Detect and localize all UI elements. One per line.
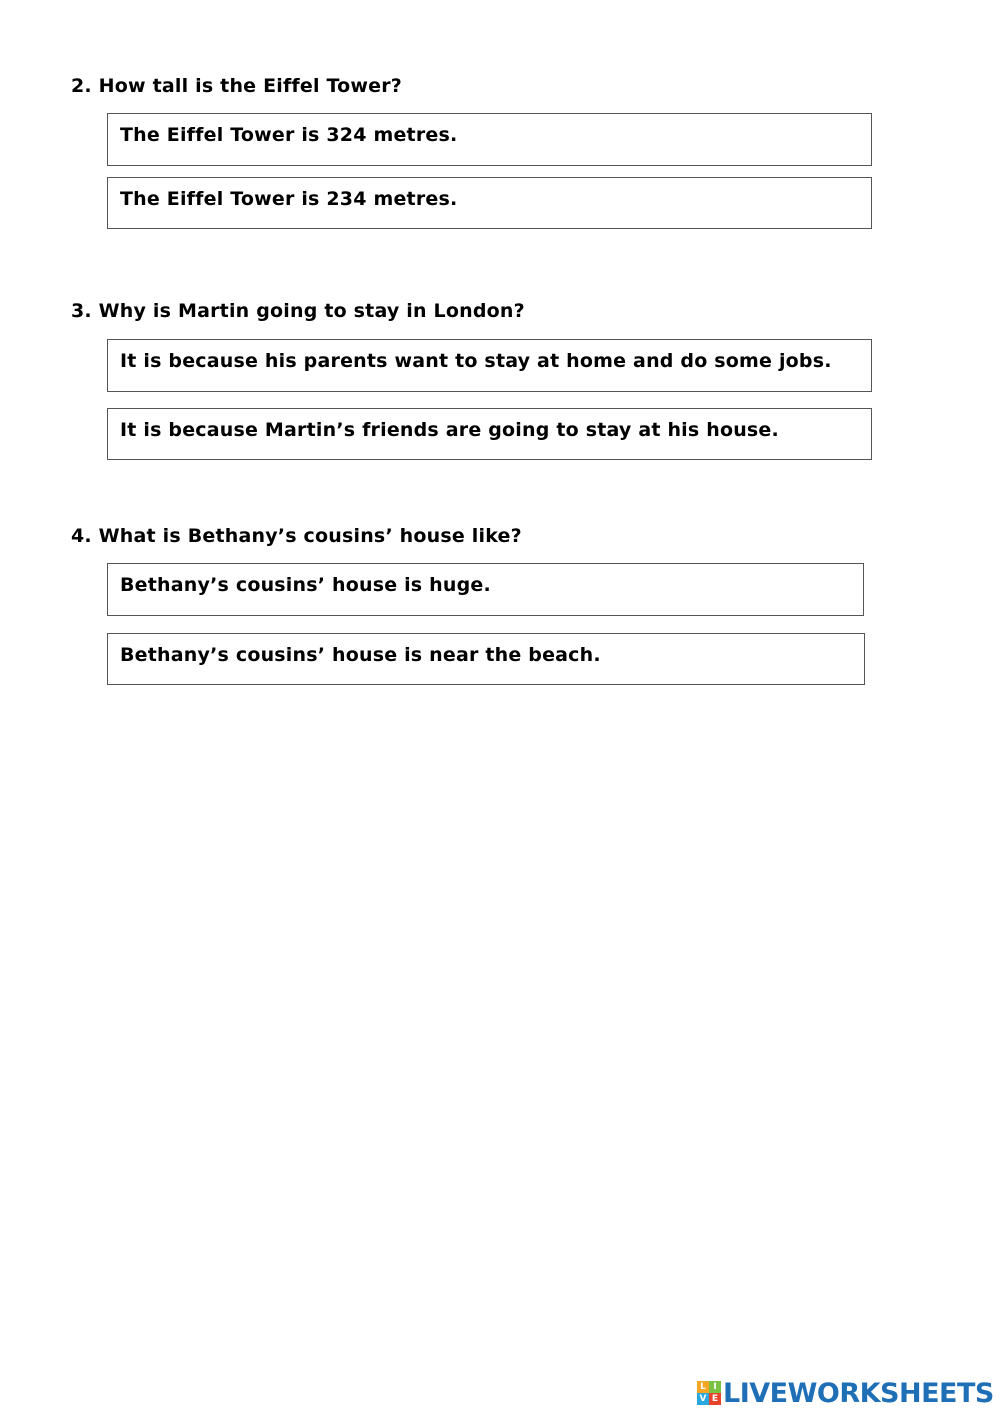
logo-blocks-icon: L I V E xyxy=(697,1381,721,1405)
question-3-text: 3. Why is Martin going to stay in London? xyxy=(71,300,525,322)
logo-text: LIVEWORKSHEETS xyxy=(723,1377,994,1409)
question-3-option-1[interactable]: It is because his parents want to stay at home and do some jobs. xyxy=(107,339,872,392)
question-2-option-2[interactable]: The Eiffel Tower is 234 metres. xyxy=(107,177,872,229)
liveworksheets-logo xyxy=(697,1378,994,1408)
question-4-text: 4. What is Bethany’s cousins’ house like? xyxy=(71,525,522,547)
question-3-option-2[interactable]: It is because Martin’s friends are going to stay at his house. xyxy=(107,408,872,460)
question-4-option-1[interactable]: Bethany’s cousins’ house is huge. xyxy=(107,563,864,616)
question-4-option-2[interactable]: Bethany’s cousins’ house is near the beach. xyxy=(107,633,865,685)
question-2-option-1[interactable]: The Eiffel Tower is 324 metres. xyxy=(107,113,872,166)
question-2-text: 2. How tall is the Eiffel Tower? xyxy=(71,75,403,97)
